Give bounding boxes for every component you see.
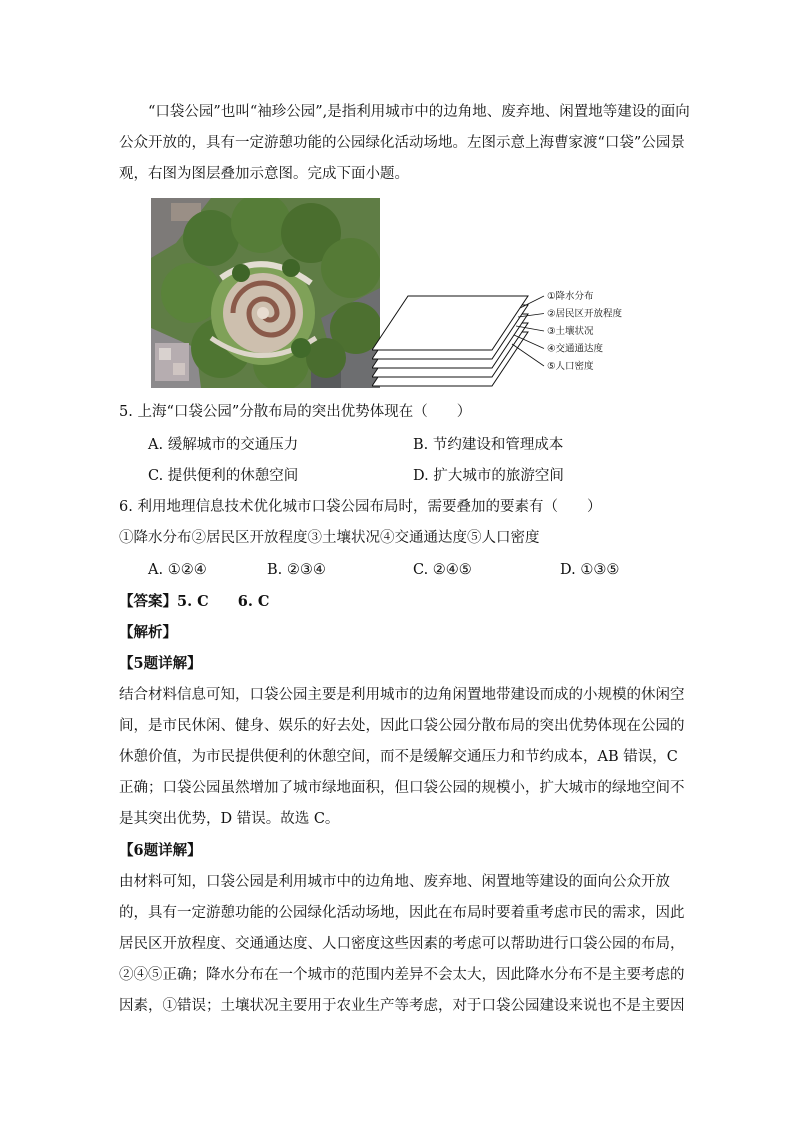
question-5-stem: 5. 上海“口袋公园”分散布局的突出优势体现在（ ） <box>119 404 472 420</box>
question-6-stem: 6. 利用地理信息技术优化城市口袋公园布局时，需要叠加的要素有（ ） <box>119 499 602 515</box>
q6-option-b: B. ②③④ <box>267 562 326 578</box>
q6-detail-line: 居民区开放程度、交通通达度、人口密度这些因素的考虑可以帮助进行口袋公园的布局， <box>119 936 685 952</box>
q5-option-b: B. 节约建设和管理成本 <box>413 437 564 453</box>
analysis-title: 【解析】 <box>119 624 177 641</box>
layer-label: ④交通通达度 <box>547 343 604 355</box>
q6-option-a: A. ①②④ <box>148 562 207 578</box>
layer-label: ③土壤状况 <box>547 326 594 337</box>
q5-detail-line: 是其突出优势，D 错误。故选 C。 <box>119 811 340 827</box>
q6-detail-line: 因素，①错误；土壤状况主要用于农业生产等考虑，对于口袋公园建设来说也不是主要因 <box>119 998 685 1014</box>
layer-overlay-diagram <box>372 288 652 392</box>
q5-detail-line: 结合材料信息可知，口袋公园主要是利用城市的边角闲置地带建设而成的小规模的休闲空 <box>119 687 685 703</box>
q5-detail-title: 【5题详解】 <box>119 655 202 672</box>
q6-option-c: C. ②④⑤ <box>413 562 472 578</box>
pocket-park-aerial-photo <box>151 198 380 388</box>
q5-option-c: C. 提供便利的休憩空间 <box>148 468 299 484</box>
layer-label: ①降水分布 <box>547 291 594 302</box>
intro-line-1: “口袋公园”也叫“袖珍公园”,是指利用城市中的边角地、废弃地、闲置地等建设的面向 <box>148 104 690 120</box>
q5-detail-line: 休憩价值，为市民提供便利的休憩空间，而不是缓解交通压力和节约成本，AB 错误，C <box>119 749 678 765</box>
q5-detail-line: 正确；口袋公园虽然增加了城市绿地面积，但口袋公园的规模小，扩大城市的绿地空间不 <box>119 780 685 796</box>
q6-detail-line: ②④⑤正确；降水分布在一个城市的范围内差异不会太大，因此降水分布不是主要考虑的 <box>119 967 685 983</box>
intro-line-3: 观，右图为图层叠加示意图。完成下面小题。 <box>119 166 409 182</box>
answer-line: 【答案】5. C 6. C <box>119 593 270 610</box>
question-6-items: ①降水分布②居民区开放程度③土壤状况④交通通达度⑤人口密度 <box>119 530 540 546</box>
q5-option-a: A. 缓解城市的交通压力 <box>148 437 299 453</box>
layer-leader-line <box>512 344 544 366</box>
q6-detail-line: 由材料可知，口袋公园是利用城市中的边角地、废弃地、闲置地等建设的面向公众开放 <box>119 874 670 890</box>
layer-label: ⑤人口密度 <box>547 361 594 372</box>
q6-detail-title: 【6题详解】 <box>119 842 202 859</box>
q6-option-d: D. ①③⑤ <box>560 562 620 578</box>
intro-line-2: 公众开放的，具有一定游憩功能的公园绿化活动场地。左图示意上海曹家渡“口袋”公园景 <box>119 135 685 151</box>
q6-detail-line: 的，具有一定游憩功能的公园绿化活动场地，因此在布局时要着重考虑市民的需求，因此 <box>119 905 685 921</box>
q5-option-d: D. 扩大城市的旅游空间 <box>413 468 564 484</box>
q5-detail-line: 间，是市民休闲、健身、娱乐的好去处，因此口袋公园分散布局的突出优势体现在公园的 <box>119 718 685 734</box>
layer-label: ②居民区开放程度 <box>547 308 623 320</box>
